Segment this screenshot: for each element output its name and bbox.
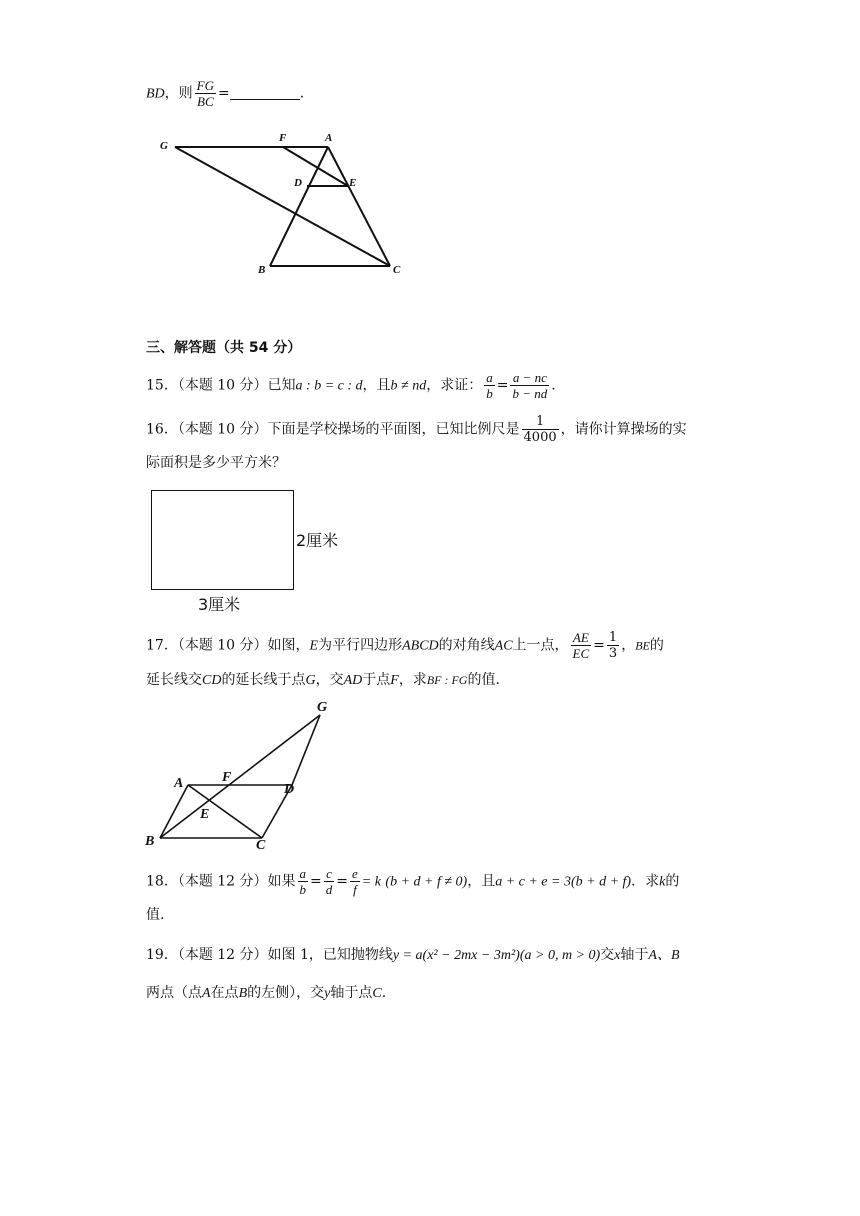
figure-q14 bbox=[150, 125, 420, 285]
q19-cond: (a > 0, m > 0) bbox=[519, 948, 601, 963]
value-fraction bbox=[607, 630, 619, 661]
q15-cond: a : b = c : d bbox=[295, 378, 363, 394]
label-e: E bbox=[349, 177, 357, 189]
q16-text: ，请你计算操场的实 bbox=[560, 421, 687, 438]
q17-text: 的延长线于点 bbox=[221, 672, 306, 688]
frac-den: BC bbox=[197, 94, 214, 109]
q15-eq: = bbox=[496, 377, 509, 394]
q17-text: 延长线交 bbox=[146, 672, 202, 688]
q19-text: 轴于 bbox=[620, 947, 649, 963]
label-b: B bbox=[258, 264, 266, 276]
question-17-line1 bbox=[146, 630, 664, 661]
frac-den: d bbox=[325, 882, 333, 897]
q17-text: ，求 bbox=[398, 672, 427, 688]
frac-c-d bbox=[324, 866, 335, 897]
var-cd: CD bbox=[202, 673, 222, 688]
q18-text: ．求 bbox=[631, 873, 660, 890]
q14-tail-line bbox=[146, 78, 304, 109]
q15-end: . bbox=[551, 377, 556, 394]
q15-cond2: b ≠ nd bbox=[390, 378, 427, 394]
frac-num: a − nc bbox=[510, 370, 549, 386]
var-ad: AD bbox=[343, 673, 363, 688]
frac-num: a bbox=[299, 866, 307, 881]
frac-den: 3 bbox=[608, 646, 618, 661]
label-height: 2厘米 bbox=[296, 531, 339, 550]
q19-text: 在点 bbox=[210, 985, 239, 1001]
q17-text: 的值. bbox=[467, 672, 500, 688]
ratio-fraction bbox=[571, 630, 592, 661]
q15-text2: ，且 bbox=[362, 377, 391, 394]
frac-num: AE bbox=[571, 630, 592, 646]
var-ac: AC bbox=[494, 638, 513, 654]
segment-ab bbox=[160, 785, 188, 838]
label-c: C bbox=[393, 264, 401, 276]
frac-num: 1 bbox=[522, 414, 559, 430]
question-19-line1 bbox=[146, 945, 680, 966]
label-f: F bbox=[279, 132, 287, 144]
frac-den: 4000 bbox=[523, 430, 557, 445]
q19-text: 两点（点 bbox=[146, 985, 202, 1001]
eq: = bbox=[310, 873, 322, 890]
var-b: B bbox=[238, 986, 248, 1001]
label-d: D bbox=[284, 782, 295, 797]
q15-number: 15．（本题 10 分）已知 bbox=[146, 377, 296, 394]
var-k: k bbox=[659, 874, 666, 890]
var-e: E bbox=[309, 638, 319, 654]
eq: = bbox=[336, 873, 348, 890]
q15-text3: ，求证： bbox=[426, 377, 483, 394]
q14-text-then: ，则 bbox=[164, 85, 193, 102]
label-a: A bbox=[174, 776, 184, 791]
playground-rectangle bbox=[151, 490, 294, 590]
eq: = bbox=[593, 637, 605, 654]
frac-num: e bbox=[352, 866, 358, 881]
label-c: C bbox=[256, 838, 266, 853]
q18-sum: a + c + e = 3(b + d + f) bbox=[495, 874, 632, 890]
var-a-b: A、B bbox=[648, 948, 680, 963]
frac-num: c bbox=[324, 866, 335, 882]
parabola-expr: y = a(x² − 2mx − 3m²) bbox=[392, 948, 520, 963]
var-g: G bbox=[305, 673, 316, 688]
frac-num: a bbox=[486, 370, 493, 385]
label-width: 3厘米 bbox=[198, 595, 241, 614]
question-16-line2: 际面积是多少平方米？ bbox=[146, 455, 286, 471]
q17-text: ，交 bbox=[315, 672, 344, 688]
var-f: F bbox=[390, 673, 399, 688]
q17-text: 于点 bbox=[362, 672, 391, 688]
question-18-line1 bbox=[146, 866, 679, 897]
var-be: BE bbox=[635, 638, 650, 653]
q17-text: 上一点， bbox=[512, 637, 569, 654]
label-a: A bbox=[325, 132, 333, 144]
scale-fraction bbox=[522, 414, 559, 445]
var-c: C bbox=[372, 986, 382, 1001]
frac-den: f bbox=[353, 882, 357, 897]
q15-lhs-fraction bbox=[484, 370, 495, 401]
question-19-line2 bbox=[146, 983, 386, 1004]
var-bd: BD bbox=[146, 86, 165, 102]
question-18-line2: 值. bbox=[146, 907, 165, 923]
figure-q17 bbox=[140, 695, 350, 855]
label-g: G bbox=[317, 700, 328, 715]
section-title: 三、解答题（共 54 分） bbox=[146, 340, 302, 356]
comma: ， bbox=[621, 637, 636, 654]
frac-num: FG bbox=[196, 78, 215, 93]
fraction-fg-bc bbox=[195, 78, 216, 109]
q15-rhs-fraction bbox=[510, 370, 549, 401]
var-a: A bbox=[202, 986, 211, 1001]
q17-text: 的 bbox=[649, 637, 664, 654]
frac-a-b bbox=[298, 866, 309, 897]
q17-text: 17．（本题 10 分）如图， bbox=[146, 637, 310, 654]
label-f: F bbox=[222, 770, 232, 785]
segment-ab bbox=[270, 147, 328, 266]
question-16-line1 bbox=[146, 414, 687, 445]
q18-text: ，且 bbox=[467, 873, 496, 890]
var-y: y bbox=[324, 986, 331, 1001]
equals-sign: = bbox=[218, 85, 230, 102]
k-expr: = k bbox=[361, 874, 381, 890]
frac-e-f bbox=[350, 866, 360, 897]
q16-text: 16．（本题 10 分）下面是学校操场的平面图，已知比例尺是 bbox=[146, 421, 520, 438]
var-x: x bbox=[614, 948, 621, 963]
label-e: E bbox=[200, 807, 210, 822]
q19-text: . bbox=[381, 985, 387, 1001]
q19-text: 19．（本题 12 分）如图 1，已知抛物线 bbox=[146, 947, 393, 963]
frac-num: 1 bbox=[608, 630, 618, 645]
period: . bbox=[299, 85, 305, 102]
q18-cond: (b + d + f ≠ 0) bbox=[385, 874, 468, 890]
question-17-line2 bbox=[146, 670, 500, 691]
q19-text: 轴于点 bbox=[330, 985, 373, 1001]
frac-den: EC bbox=[572, 646, 590, 661]
label-b: B bbox=[145, 834, 155, 849]
q18-text: 的 bbox=[665, 873, 680, 890]
segment-gc bbox=[175, 147, 390, 266]
label-g: G bbox=[160, 140, 168, 152]
q18-text: 18．（本题 12 分）如果 bbox=[146, 873, 296, 890]
q19-text: 交 bbox=[600, 947, 615, 963]
answer-blank bbox=[230, 85, 300, 100]
var-bf-fg: BF : FG bbox=[426, 673, 468, 687]
q17-text: 的对角线 bbox=[438, 637, 495, 654]
frac-den: b − nd bbox=[512, 386, 548, 401]
frac-den: b bbox=[299, 882, 307, 897]
q17-text: 为平行四边形 bbox=[318, 637, 403, 654]
var-abcd: ABCD bbox=[402, 638, 439, 654]
question-15 bbox=[146, 370, 556, 401]
q19-text: 的左侧），交 bbox=[247, 985, 325, 1001]
frac-den: b bbox=[486, 386, 493, 401]
label-d: D bbox=[294, 177, 302, 189]
